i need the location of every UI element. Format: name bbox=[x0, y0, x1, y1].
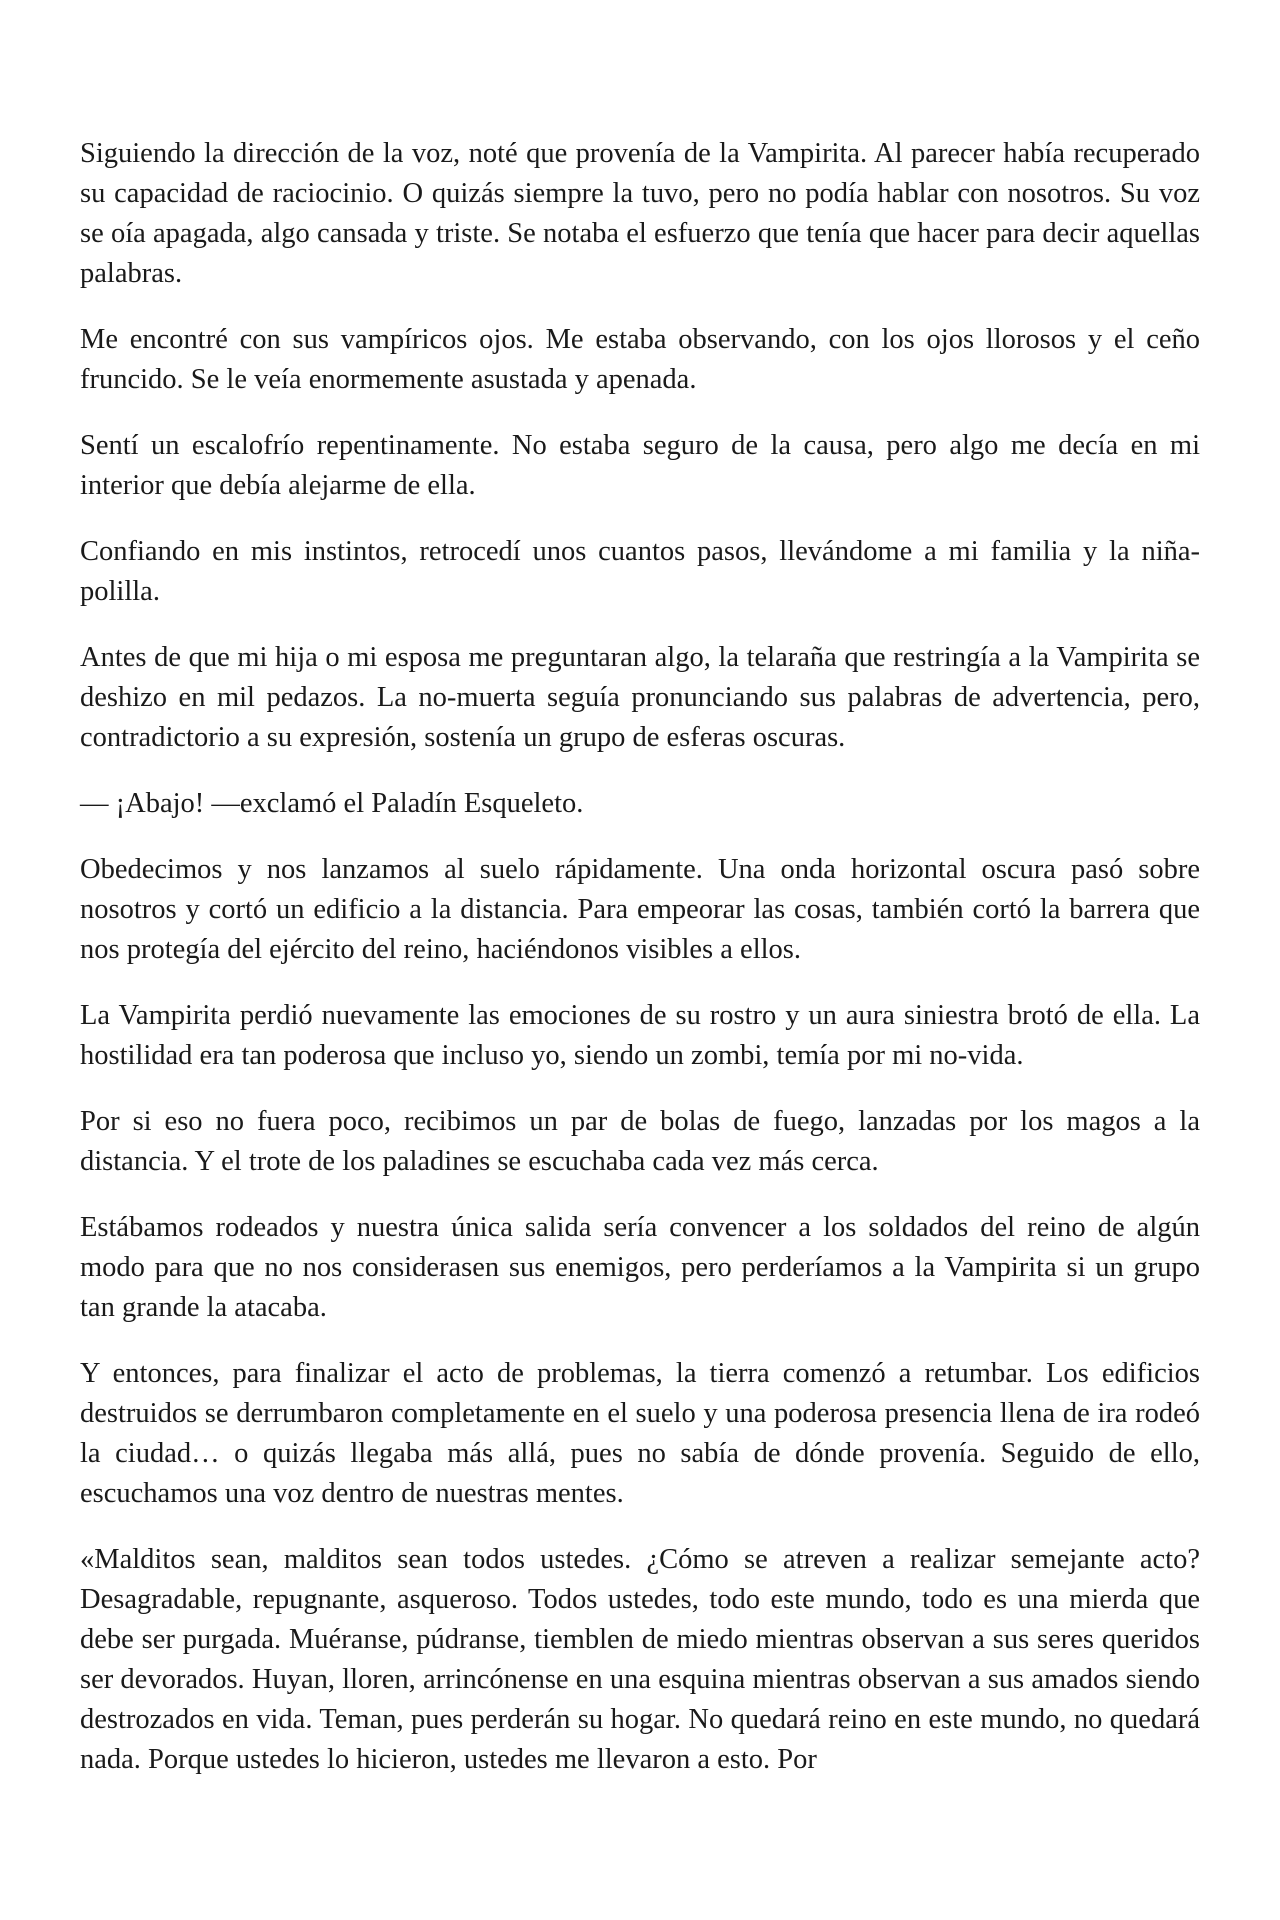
paragraph: Estábamos rodeados y nuestra única salida sería convencer a los soldados del reino de algún modo para que no nos considerasen sus enemigos, pero perderíamos a la Vampirita si un grupo tan grande la atacaba. bbox=[80, 1212, 1200, 1323]
paragraph: Obedecimos y nos lanzamos al suelo rápidamente. Una onda horizontal oscura pasó sobre nosotros y cortó un edificio a la distancia. Para empeorar las cosas, también cortó la barrera que nos protegía del ejército del reino, haciéndonos visibles a ellos. bbox=[80, 854, 1200, 965]
paragraph: Siguiendo la dirección de la voz, noté que provenía de la Vampirita. Al parecer había recuperado su capacidad de raciocinio. O quizás siempre la tuvo, pero no podía hablar con nosotros. Su voz se oía apagada, algo cansada y triste. Se notaba el esfuerzo que tenía que hacer para decir aquellas palabras. bbox=[80, 138, 1200, 289]
quoted-speech-paragraph: «Malditos sean, malditos sean todos ustedes. ¿Cómo se atreven a realizar semejante acto? Desagradable, repugnante, asqueroso. Todos ustedes, todo este mundo, todo es una mierda que debe ser purgada. Muéranse, púdranse, tiemblen de miedo mientras observan a sus seres queridos ser devorados. Huyan, lloren, arrincónense en una esquina mientras observan a sus amados siendo destrozados en vida. Teman, pues perderán su hogar. No quedará reino en este mundo, no quedará nada. Porque ustedes lo hicieron, ustedes me llevaron a esto. Por bbox=[80, 1544, 1200, 1775]
dialogue-line: — ¡Abajo! —exclamó el Paladín Esqueleto. bbox=[80, 788, 584, 819]
paragraph: Por si eso no fuera poco, recibimos un par de bolas de fuego, lanzadas por los magos a la distancia. Y el trote de los paladines se escuchaba cada vez más cerca. bbox=[80, 1106, 1200, 1177]
paragraph: Antes de que mi hija o mi esposa me preguntaran algo, la telaraña que restringía a la Vampirita se deshizo en mil pedazos. La no-muerta seguía pronunciando sus palabras de advertencia, pero, contradictorio a su expresión, sostenía un grupo de esferas oscuras. bbox=[80, 642, 1200, 753]
paragraph: Y entonces, para finalizar el acto de problemas, la tierra comenzó a retumbar. Los edificios destruidos se derrumbaron completamente en el suelo y una poderosa presencia llena de ira rodeó la ciudad… o quizás llegaba más allá, pues no sabía de dónde provenía. Seguido de ello, escuchamos una voz dentro de nuestras mentes. bbox=[80, 1358, 1200, 1509]
document-page bbox=[80, 134, 1200, 1780]
paragraph: Confiando en mis instintos, retrocedí unos cuantos pasos, llevándome a mi familia y la niña-polilla. bbox=[80, 536, 1200, 607]
paragraph: Sentí un escalofrío repentinamente. No estaba seguro de la causa, pero algo me decía en mi interior que debía alejarme de ella. bbox=[80, 430, 1200, 501]
paragraph: La Vampirita perdió nuevamente las emociones de su rostro y un aura siniestra brotó de ella. La hostilidad era tan poderosa que incluso yo, siendo un zombi, temía por mi no-vida. bbox=[80, 1000, 1200, 1071]
paragraph: Me encontré con sus vampíricos ojos. Me estaba observando, con los ojos llorosos y el ceño fruncido. Se le veía enormemente asustada y apenada. bbox=[80, 324, 1200, 395]
